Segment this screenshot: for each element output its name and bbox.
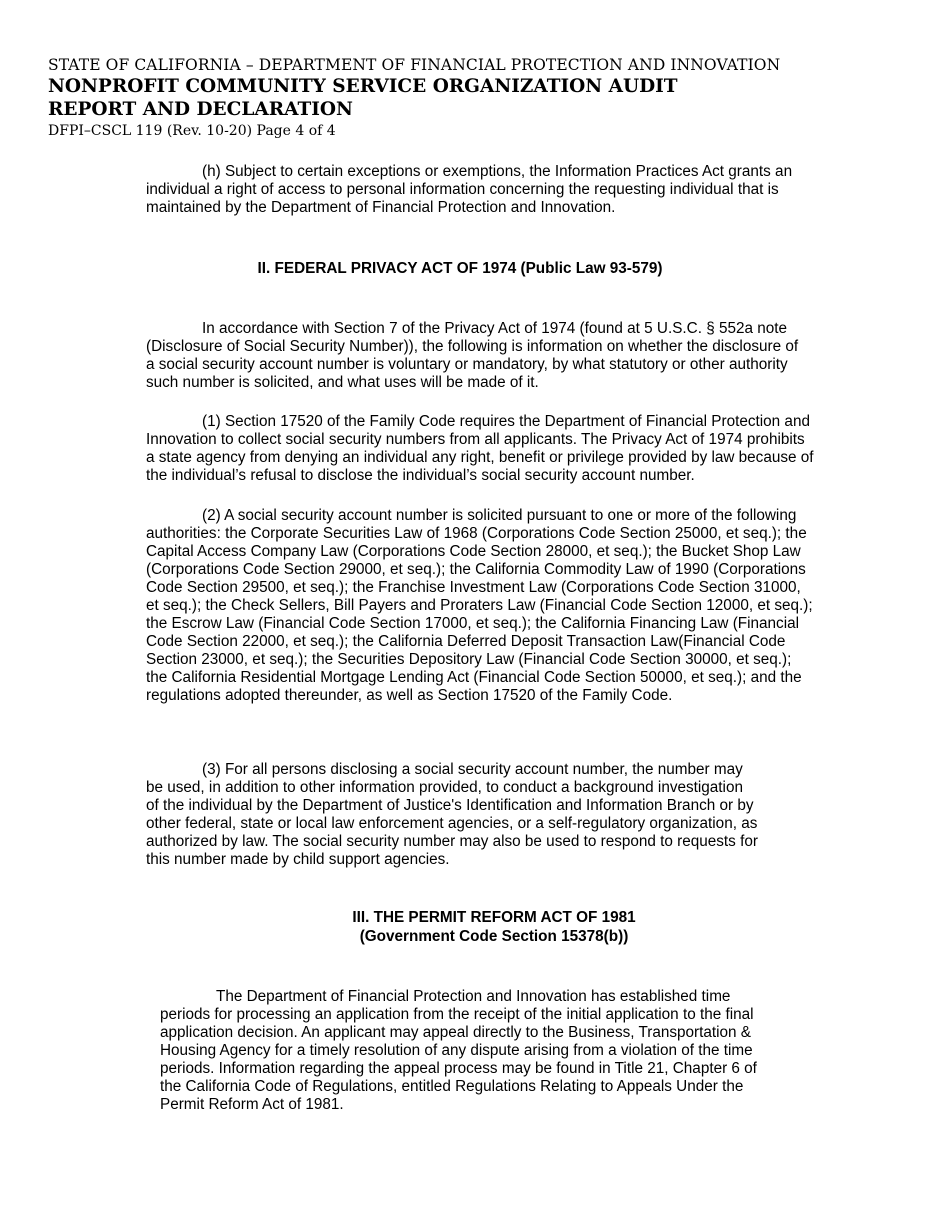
section-iii-heading bbox=[146, 908, 842, 946]
form-id-page-number: DFPI–CSCL 119 (Rev. 10-20) Page 4 of 4 bbox=[48, 123, 336, 139]
section-ii-item3-paragraph bbox=[146, 761, 758, 869]
section-ii-item1-paragraph bbox=[146, 413, 814, 485]
section-ii-item2-paragraph bbox=[146, 507, 814, 705]
section-iii-text: The Department of Financial Protection and Innovation has established time periods for processing an application from the receipt of the initial application to the final application decision. An applicant may appeal directly to the Business, Transportation & Housing Agency for a timely resolution of any dispute arising from a violation of the time periods. Information regarding the appeal process may be found in Title 21, Chapter 6 of the California Code of Regulations, entitled Regulations Relating to Appeals Under the Permit Reform Act of 1981. bbox=[160, 988, 757, 1113]
section-ii-item2-text: (2) A social security account number is solicited pursuant to one or more of the following authorities: the Corporate Securities Law of 1968 (Corporations Code Section 25000, et seq.); the Capital Access Company Law (Corporations Code Section 28000, et seq.); the Bucket Shop Law (Corporations Code Section 29000, et seq.); the California Commodity Law of 1990 (Corporations Code Section 29500, et seq.); the Franchise Investment Law (Corporations Code Section 31000, et seq.); the Check Sellers, Bill Payers and Proraters Law (Financial Code Section 12000, et seq.); the Escrow Law (Financial Code Section 17000, et seq.); the California Financing Law (Financial Code Section 22000, et seq.); the California Deferred Deposit Transaction Law(Financial Code Section 23000, et seq.); the Securities Depository Law (Financial Code Section 30000, et seq.); the California Residential Mortgage Lending Act (Financial Code Section 50000, et seq.); and the regulations adopted thereunder, as well as Section 17520 of the Family Code. bbox=[146, 507, 813, 704]
section-h-paragraph bbox=[146, 163, 814, 217]
form-header bbox=[48, 55, 908, 140]
agency-line: STATE OF CALIFORNIA – DEPARTMENT OF FINANCIAL PROTECTION AND INNOVATION bbox=[48, 56, 781, 74]
section-iii-heading-line2: (Government Code Section 15378(b)) bbox=[359, 928, 629, 945]
section-iii-paragraph bbox=[160, 988, 772, 1114]
section-ii-intro-text: In accordance with Section 7 of the Privacy Act of 1974 (found at 5 U.S.C. § 552a note (Disclosure of Social Security Number)), the following is information on whether the disclosure of a social security account number is voluntary or mandatory, by what statutory or other authority such number is solicited, and what uses will be made of it. bbox=[146, 320, 799, 391]
section-h-text: (h) Subject to certain exceptions or exemptions, the Information Practices Act grants an individual a right of access to personal information concerning the requesting individual that is maintained by the Department of Financial Protection and Innovation. bbox=[146, 163, 793, 216]
section-iii-heading-line1: III. THE PERMIT REFORM ACT OF 1981 bbox=[352, 909, 636, 926]
form-title: NONPROFIT COMMUNITY SERVICE ORGANIZATION AUDIT REPORT AND DECLARATION bbox=[48, 76, 678, 120]
section-ii-heading: II. FEDERAL PRIVACY ACT OF 1974 (Public Law 93-579) bbox=[257, 260, 663, 277]
section-ii-intro-paragraph bbox=[146, 320, 808, 392]
section-ii-item3-text: (3) For all persons disclosing a social security account number, the number may be used, in addition to other information provided, to conduct a background investigation of the individual by the Department of Justice's Identification and Information Branch or by other federal, state or local law enforcement agencies, or a self-regulatory organization, as authorized by law. The social security number may also be used to respond to requests for this number made by child support agencies. bbox=[146, 761, 758, 868]
section-ii-item1-text: (1) Section 17520 of the Family Code requires the Department of Financial Protection and Innovation to collect social security numbers from all applicants. The Privacy Act of 1974 prohibits a state agency from denying an individual any right, benefit or privilege provided by law because of the individual’s refusal to disclose the individual’s social security account number. bbox=[146, 413, 814, 484]
